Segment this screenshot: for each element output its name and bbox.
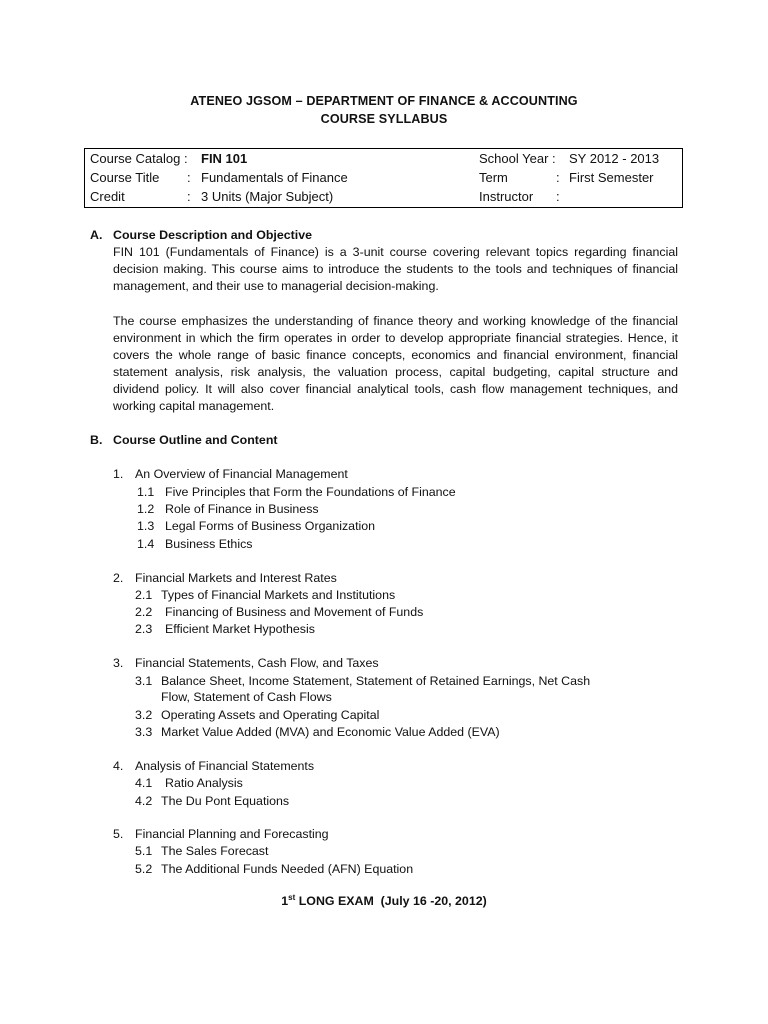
- instructor-label: Instructor: [479, 189, 534, 204]
- subtopic-number: 1.4: [137, 537, 155, 551]
- topic-number: 1.: [113, 467, 124, 481]
- subtopic-number: 1.2: [137, 502, 155, 516]
- subtopic-number: 5.1: [135, 844, 153, 858]
- catalog-value: FIN 101: [201, 151, 248, 166]
- exam-ordinal: 1: [281, 894, 289, 909]
- subtopic-title: Business Ethics: [165, 537, 253, 551]
- subtopic-title: Financing of Business and Movement of Funds: [165, 605, 424, 619]
- subtopic-title: Ratio Analysis: [165, 776, 243, 790]
- title-colon: :: [187, 170, 191, 185]
- topic-number: 4.: [113, 759, 124, 773]
- subtopic-number: 3.2: [135, 708, 153, 722]
- subtopic-number: 3.1: [135, 674, 153, 688]
- department-heading: ATENEO JGSOM – DEPARTMENT OF FINANCE & ACCOUNTING: [190, 94, 578, 108]
- course-info-box: [84, 148, 683, 208]
- exam-ordinal-suffix: st: [288, 893, 296, 902]
- subtopic-title-continued: Flow, Statement of Cash Flows: [161, 690, 332, 704]
- title-value: Fundamentals of Finance: [201, 170, 348, 185]
- school-year-label: School Year :: [479, 151, 556, 166]
- subtopic-number: 1.1: [137, 485, 155, 499]
- subtopic-number: 2.2: [135, 605, 153, 619]
- instructor-colon: :: [556, 189, 560, 204]
- exam-text: LONG EXAM (July 16 -20, 2012): [295, 894, 487, 909]
- section-a-title: Course Description and Objective: [113, 228, 312, 242]
- term-value: First Semester: [569, 170, 654, 185]
- subtopic-number: 4.2: [135, 794, 153, 808]
- topic-number: 2.: [113, 571, 124, 585]
- subtopic-title: The Additional Funds Needed (AFN) Equation: [161, 862, 414, 876]
- title-label: Course Title: [90, 170, 160, 185]
- credit-value: 3 Units (Major Subject): [201, 189, 334, 204]
- section-a-letter: A.: [90, 228, 103, 242]
- topic-title: Analysis of Financial Statements: [135, 759, 315, 773]
- subtopic-number: 3.3: [135, 725, 153, 739]
- section-b-title: Course Outline and Content: [113, 433, 278, 447]
- topic-number: 5.: [113, 827, 124, 841]
- subtopic-title: Operating Assets and Operating Capital: [161, 708, 380, 722]
- subtopic-title: Market Value Added (MVA) and Economic Value Added (EVA): [161, 725, 500, 739]
- subtopic-title: Legal Forms of Business Organization: [165, 519, 376, 533]
- long-exam-heading: [0, 893, 768, 908]
- subtopic-title: The Sales Forecast: [161, 844, 269, 858]
- subtopic-title: Efficient Market Hypothesis: [165, 622, 315, 636]
- subtopic-title: Role of Finance in Business: [165, 502, 319, 516]
- description-text: FIN 101 (Fundamentals of Finance) is a 3-unit course covering relevant topics regarding financial decision making. This course aims to introduce the students to the tools and techniques of financial management, and their use to managerial decision-making.: [113, 245, 678, 293]
- subtopic-title: Five Principles that Form the Foundations of Finance: [165, 485, 456, 499]
- topic-title: Financial Markets and Interest Rates: [135, 571, 337, 585]
- topic-number: 3.: [113, 656, 124, 670]
- emphasis-text: The course emphasizes the understanding of finance theory and working knowledge of the financial environment in which the firm operates in order to develop appropriate financial strategies. Hence, it covers the whole range of basic finance concepts, economics and financial environment, financial statement analysis, risk analysis, the valuation process, capital budgeting, capital structure and dividend policy. It will also cover financial analytical tools, cash flow management techniques, and working capital management.: [113, 314, 678, 413]
- term-colon: :: [556, 170, 560, 185]
- description-paragraph: [113, 244, 678, 295]
- subtopic-title: The Du Pont Equations: [161, 794, 290, 808]
- credit-colon: :: [187, 189, 191, 204]
- credit-label: Credit: [90, 189, 125, 204]
- emphasis-paragraph: [113, 313, 678, 415]
- topic-title: Financial Planning and Forecasting: [135, 827, 329, 841]
- section-b-letter: B.: [90, 433, 103, 447]
- subtopic-number: 1.3: [137, 519, 155, 533]
- subtopic-number: 2.1: [135, 588, 153, 602]
- subtopic-number: 5.2: [135, 862, 153, 876]
- school-year-value: SY 2012 - 2013: [569, 151, 660, 166]
- subtopic-title: Balance Sheet, Income Statement, Statement of Retained Earnings, Net Cash: [161, 674, 591, 688]
- document-title: COURSE SYLLABUS: [320, 112, 448, 126]
- topic-title: Financial Statements, Cash Flow, and Taxes: [135, 656, 379, 670]
- term-label: Term: [479, 170, 508, 185]
- catalog-label: Course Catalog :: [90, 151, 188, 166]
- subtopic-number: 4.1: [135, 776, 153, 790]
- subtopic-title: Types of Financial Markets and Institutions: [161, 588, 396, 602]
- topic-title: An Overview of Financial Management: [135, 467, 348, 481]
- subtopic-number: 2.3: [135, 622, 153, 636]
